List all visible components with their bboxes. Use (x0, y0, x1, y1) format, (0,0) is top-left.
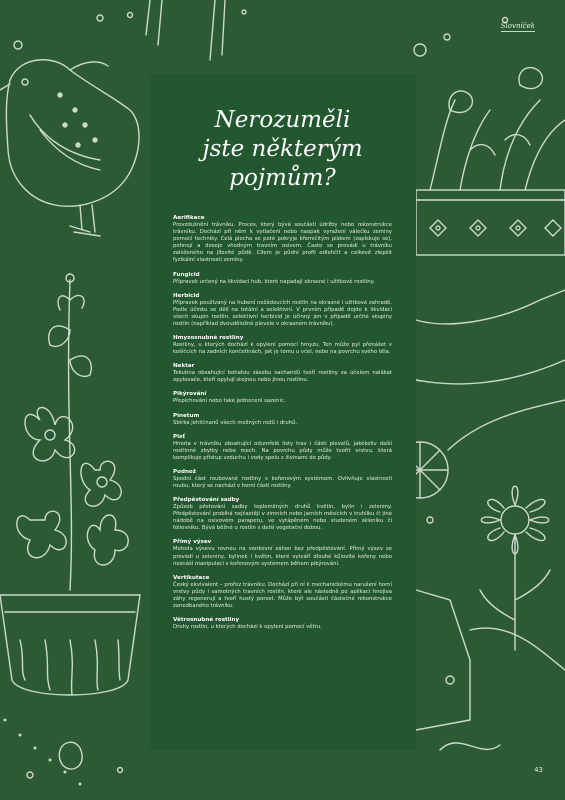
term-definition: Způsob pěstování sadby teplomilných druhů květin, bylin i zeleniny. Předpěstování probíhá nejčastěji v zimních nebo jarních měsících v truhlíku či jiné nádobě na osivovém parapetu, ve vytápěném nebo studeném skleníku či fóliovníku. Bývá běžné u rostlin s delší vegetační dobou. (173, 504, 392, 532)
term-definition: Rostliny, u kterých dochází k opylení pomocí hmyzu. Ten může pyl přenášet v košíčcích na zadních končetinách, jak je tomu u včel, nebo na povrchu svého těla. (173, 342, 392, 356)
glossary-entry (173, 413, 392, 427)
term-name: Fungicid (173, 271, 200, 278)
term-name: Pikýrování (173, 391, 207, 398)
term-definition: Metoda výsevu rovnou na venkovní záhon bez předpěstování. Přímý výsev se provádí u zeleniny, bylinek i květin, které vytváří dlouhé kůlovité kořeny nebo nesnáší manipulaci s kořenovým systémem během pikýrování. (173, 546, 392, 567)
glossary-entry (173, 434, 392, 462)
glossary-entry (173, 497, 392, 532)
term-definition: Přípravek používaný na hubení nežádoucích rostlin na okrasné i užitkové zahradě. Podle účinku se dělí na totální a selektivní. V prvním případě dojde k likvidaci všech skupin rostlin, selektivní herbicid je účinný jen v případě určité skupiny rostlin (například dvouděložné plevele v okrasném trávníku). (173, 299, 392, 327)
glossary-entry (173, 469, 392, 490)
planter-box-illustration (416, 18, 565, 256)
potted-flower-illustration (0, 274, 140, 695)
glossary-entry (173, 617, 392, 631)
title-line: Nerozuměli (214, 107, 351, 133)
glossary-entry (173, 335, 392, 356)
term-name: Pinetum (173, 412, 200, 419)
term-name: Předpěstování sadby (173, 497, 240, 504)
term-name: Vertikutace (173, 574, 210, 581)
bird-illustration (0, 60, 139, 236)
term-name: Plsť (173, 433, 186, 440)
term-definition: Český ekvivalent – prořez trávníku. Dochází při ní k mechanickému narušení horní vrstvy půdy i samotných travních rostlin, které ale následně po aplikaci hnojiva záhy regenerují a tvoří hustý porost. Může být součástí částečné rekonstrukce zanedbaného trávníku. (173, 581, 392, 609)
term-name: Aerifikace (173, 215, 205, 221)
glossary-entry (173, 272, 392, 286)
term-name: Nektar (173, 363, 195, 370)
term-definition: Spodní část roubované rostliny s kořenovým systémem. Ovlivňuje vlastnosti roubu, který se nachází v horní části rostliny. (173, 475, 392, 489)
term-definition: Druhy rostlin, u kterých dochází k opylení pomocí větru. (173, 624, 322, 631)
title-line: pojmům? (229, 165, 336, 191)
glossary-entry (173, 215, 392, 265)
term-definition: Přípravek určený na likvidaci hub, které napadají okrasné i užitkové rostliny. (173, 278, 375, 285)
term-definition: Sbírka jehličnanů všech možných rodů i druhů. (173, 419, 298, 426)
term-definition: Hmota v trávníku obsahující odumřelé listy trav i části plevelů, jakékoliv další rostlinné zbytky nebo mech. Na povrchu půdy může tvořit vrstvu, která komplikuje přístup vzduchu i vody spolu s živinami do půdy. (173, 440, 392, 461)
glossary-entry (173, 363, 392, 384)
term-name: Přímý výsev (173, 539, 212, 546)
glossary-panel (149, 74, 416, 750)
section-label: Slovníček (500, 22, 535, 30)
term-name: Podnož (173, 468, 197, 475)
page-number: 43 (534, 766, 543, 774)
term-name: Hmyzosnubné rostliny (173, 335, 244, 342)
glossary-entry (173, 391, 392, 405)
term-definition: Provzdušnění trávníku. Proces, který bývá součástí údržby nebo rekonstrukce trávníku. Dochází při něm k vytlačení nebo naopak vyražení válečku zeminy pomocí techniky. Celá plocha se poté pokryje křemičitým pískem (zapískuje se), pohnojí a doseje vhodným travním osivem. Často se provádí u trávníku založeného na jílovité půdě. Cílem je půdní profil odlehčit a celkově zlepšit fyzikální vlastnosti zeminy. (173, 222, 392, 264)
term-definition: Přepichování nebo také jednocení sazenic. (173, 398, 286, 405)
daisy-illustration (480, 486, 550, 650)
term-definition: Tekutina obsahující bohatou zásobu sacharidů tvoří rostliny za účelem nalákat opylovače, kteří opylují stejnou nebo jinou rostlinu. (173, 370, 392, 384)
term-name: Větrosnubné rostliny (173, 617, 240, 624)
glossary-entry (173, 575, 392, 610)
glossary-entry (173, 539, 392, 567)
glossary-entry (173, 293, 392, 328)
term-name: Herbicid (173, 292, 200, 299)
page-title (173, 106, 392, 193)
title-line: jste některým (202, 136, 363, 162)
